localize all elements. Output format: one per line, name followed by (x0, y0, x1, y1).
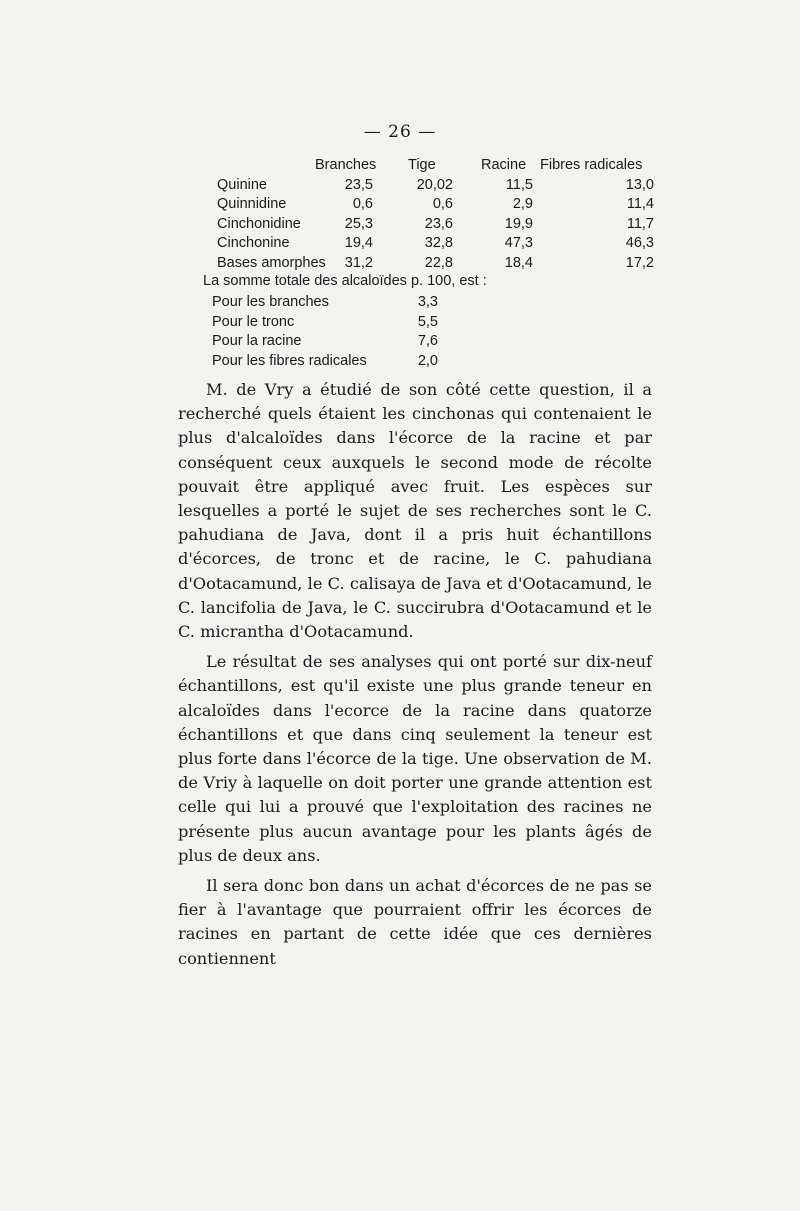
table-cell: 47,3 (504, 235, 533, 251)
row-label: Cinchonidine (217, 215, 301, 232)
summary-label: Pour les branches (212, 294, 329, 310)
summary-row (212, 293, 442, 313)
summary-value: 2,0 (417, 352, 438, 369)
summary-row (212, 352, 442, 372)
table-cell: 11,4 (626, 196, 654, 212)
row-label: Quinine (217, 176, 267, 193)
column-header: Tige (408, 157, 436, 173)
paragraph: Il sera donc bon dans un achat d'écorces de ne pas se fier à l'avantage que pourraient offrir les écorces de racines en partant de cette idée que ces dernières contiennent (178, 876, 652, 968)
summary-value: 7,6 (417, 333, 438, 349)
page-number: — 26 — (363, 122, 437, 142)
table-cell: 17,2 (625, 254, 654, 271)
table-cell: 2,9 (512, 196, 533, 212)
summary-label: Pour les fibres radicales (212, 352, 367, 369)
table-row (205, 215, 665, 235)
table-cell: 20,02 (416, 176, 453, 193)
table-cell: 22,8 (424, 254, 453, 271)
summary-value: 3,3 (417, 294, 438, 310)
table-cell: 19,4 (344, 235, 373, 251)
row-label: Cinchonine (217, 235, 290, 251)
summary-row (212, 332, 442, 352)
summary-list (212, 293, 442, 371)
summary-label: Pour le tronc (212, 313, 295, 330)
table-cell: 11,5 (505, 176, 533, 193)
paragraph: Le résultat de ses analyses qui ont porté sur dix-neuf échantillons, est qu'il existe une plus grande teneur en alcaloïdes dans l'ecorce de la racine dans quatorze échantillons et que dans cinq seulement la teneur est plus forte dans l'écorce de la tige. Une observation de M. de Vriy à laquelle on doit porter une grande attention est celle qui lui a prouvé que l'exploitation des racines ne présente plus aucun avantage pour les plants âgés de plus de deux ans. (178, 652, 652, 865)
row-label: Quinnidine (217, 196, 287, 212)
table-cell: 23,5 (344, 176, 373, 193)
column-header: Racine (481, 157, 527, 173)
alkaloid-table (205, 156, 665, 273)
table-row (205, 195, 665, 215)
table-cell: 11,7 (626, 215, 654, 232)
table-row (205, 234, 665, 254)
paragraph: M. de Vry a étudié de son côté cette question, il a recherché quels étaient les cinchonas qui contenaient le plus d'alcaloïdes dans l'écorce de la racine et par conséquent ceux auxquels le second mode de récolte pouvait être appliqué avec fruit. Les espèces sur lesquelles a porté le sujet de ses recherches sont le C. pahudiana de Java, dont il a pris huit échantillons d'écorces, de tronc et de racine, le C. pahudiana d'Ootacamund, le C. calisaya de Java et d'Ootacamund, le C. lancifolia de Java, le C. succirubra d'Ootacamund et le C. micrantha d'Ootacamund. (178, 380, 652, 642)
summary-label: Pour la racine (212, 333, 302, 349)
body-text (178, 378, 652, 977)
table-row (205, 176, 665, 196)
table-header-row (205, 156, 665, 176)
summary-value: 5,5 (417, 313, 438, 330)
column-header: Branches (315, 157, 377, 173)
summary-intro: La somme totale des alcaloïdes p. 100, est : (203, 273, 487, 289)
table-cell: 0,6 (432, 196, 453, 212)
table-cell: 23,6 (424, 215, 453, 232)
table-cell: 25,3 (344, 215, 373, 232)
table-cell: 18,4 (504, 254, 533, 271)
table-row (205, 254, 665, 274)
row-label: Bases amorphes (217, 254, 326, 271)
table-cell: 13,0 (625, 176, 654, 193)
table-cell: 0,6 (352, 196, 373, 212)
table-cell: 19,9 (504, 215, 533, 232)
table-cell: 32,8 (424, 235, 453, 251)
table-cell: 46,3 (625, 235, 654, 251)
summary-row (212, 313, 442, 333)
table-cell: 31,2 (344, 254, 373, 271)
column-header: Fibres radicales (540, 157, 643, 173)
